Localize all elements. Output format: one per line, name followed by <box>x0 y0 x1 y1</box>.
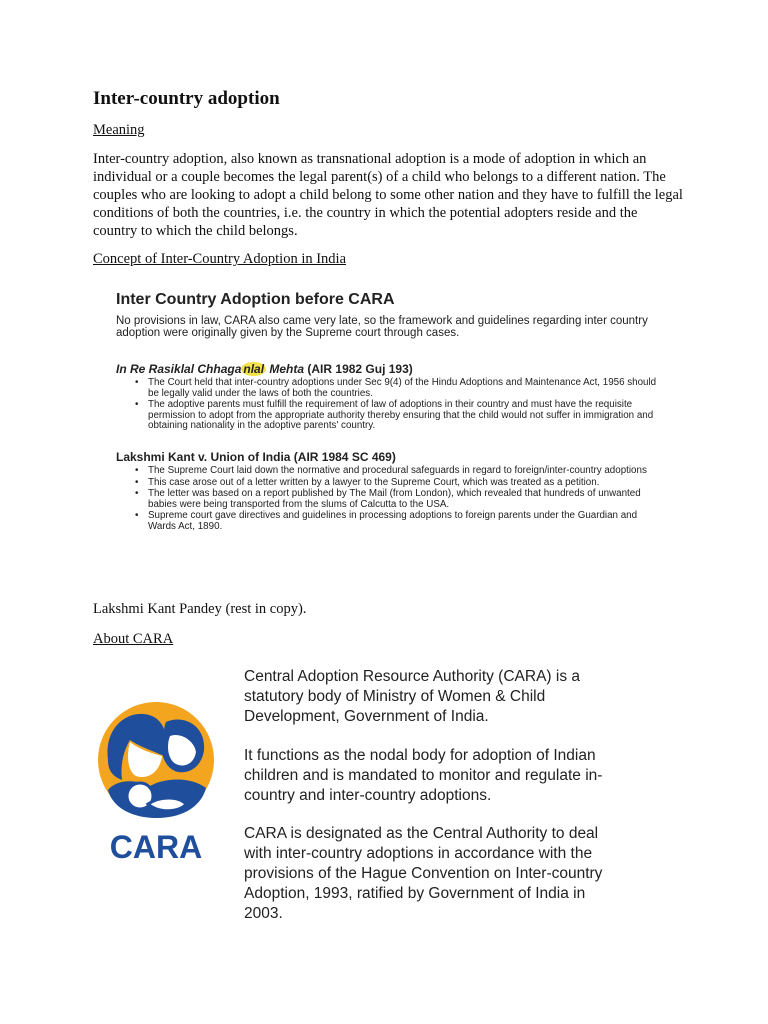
cara-logo <box>94 700 219 865</box>
about-cara-heading: About CARA <box>93 631 174 647</box>
list-item: • The letter was based on a report published by The Mail (from London), which revealed that hundreds of unwanted babies were being transported from the slums of Calcutta to the USA. <box>135 489 657 510</box>
slide-title: Inter Country Adoption before CARA <box>116 291 395 308</box>
pandey-note: Lakshmi Kant Pandey (rest in copy). <box>93 601 307 617</box>
slide-image-before-cara <box>113 286 657 566</box>
page-title: Inter-country adoption <box>93 88 280 109</box>
list-item: • The Court held that inter-country adoptions under Sec 9(4) of the Hindu Adoptions and Maintenance Act, 1956 should be legally valid under the laws of both the countries. <box>135 378 657 399</box>
cara-paragraph-2: It functions as the nodal body for adoption of Indian children and is mandated to monitor and regulate in-country and inter-country adoptions. <box>244 747 603 804</box>
meaning-paragraph: Inter-country adoption, also known as transnational adoption is a mode of adoption in which an individual or a couple becomes the legal parent(s) of a child who belongs to a different nation. The couples who are looking to adopt a child belong to some other nation and they have to fulfill the legal conditions of both the countries, i.e. the country in which the potential adopters reside and the country to which the child belongs. <box>93 151 683 239</box>
cara-logo-text: CARA <box>109 829 203 865</box>
case1-points <box>135 378 657 433</box>
concept-heading: Concept of Inter-Country Adoption in India <box>93 251 347 267</box>
cara-family-icon <box>94 700 219 865</box>
slide-intro: No provisions in law, CARA also came very late, so the framework and guidelines regarding inter country adoption were originally given by the Supreme court through cases. <box>116 315 648 339</box>
case1-heading: In Re Rasiklal Chhaga nlal Mehta (AIR 1982 Guj 193) <box>116 362 413 376</box>
meaning-heading: Meaning <box>93 122 145 138</box>
cara-paragraph-1: Central Adoption Resource Authority (CARA) is a statutory body of Ministry of Women & Child Development, Government of India. <box>244 668 580 725</box>
case2-points <box>135 466 657 533</box>
list-item: • The Supreme Court laid down the normative and procedural safeguards in regard to foreign/inter-country adoptions <box>135 466 657 477</box>
case2-heading: Lakshmi Kant v. Union of India (AIR 1984 SC 469) <box>116 450 396 464</box>
cara-paragraph-3: CARA is designated as the Central Authority to deal with inter-country adoptions in accordance with the provisions of the Hague Convention on Inter-country Adoption, 1993, ratified by Government of India in 2003. <box>244 825 603 922</box>
list-item: • This case arose out of a letter written by a lawyer to the Supreme Court, which was treated as a petition. <box>135 478 657 489</box>
list-item: • The adoptive parents must fulfill the requirement of law of adoptions in their country and must have the requisite permission to adopt from the appropriate authority thereby ensuring that the child would not suffer in immigration and obtaining nationality in the adoptive parents' country. <box>135 400 657 432</box>
list-item: • Supreme court gave directives and guidelines in processing adoptions to foreign parents under the Guardian and Wards Act, 1890. <box>135 511 657 532</box>
